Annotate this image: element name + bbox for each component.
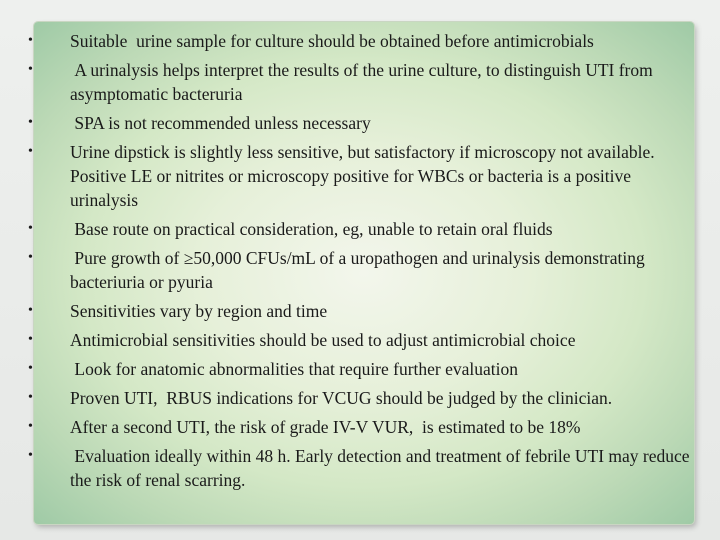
list-item xyxy=(28,444,703,492)
list-item xyxy=(28,328,703,352)
list-item xyxy=(28,415,703,439)
bullet-icon: • xyxy=(28,221,33,236)
list-item-text: Antimicrobial sensitivities should be used to adjust antimicrobial choice xyxy=(70,330,576,350)
list-item xyxy=(28,58,703,106)
list-item-text: Suitable urine sample for culture should be obtained before antimicrobials xyxy=(70,31,594,51)
bullet-icon: • xyxy=(28,332,33,347)
list-item-text: Proven UTI, RBUS indications for VCUG should be judged by the clinician. xyxy=(70,388,613,408)
bullet-icon: • xyxy=(28,115,33,130)
bullet-icon: • xyxy=(28,303,33,318)
list-item xyxy=(28,140,703,212)
list-item-text: After a second UTI, the risk of grade IV-V VUR, is estimated to be 18% xyxy=(70,417,581,437)
list-item-text: SPA is not recommended unless necessary xyxy=(70,113,371,133)
list-item xyxy=(28,299,703,323)
bullet-icon: • xyxy=(28,390,33,405)
bullet-icon: • xyxy=(28,419,33,434)
bullet-icon: • xyxy=(28,144,33,159)
list-item-text: Base route on practical consideration, eg, unable to retain oral fluids xyxy=(70,219,553,239)
bullet-list xyxy=(28,29,703,497)
list-item xyxy=(28,386,703,410)
list-item xyxy=(28,217,703,241)
list-item-text: A urinalysis helps interpret the results of the urine culture, to distinguish UTI from asymptomatic bacteruria xyxy=(70,60,658,104)
bullet-icon: • xyxy=(28,361,33,376)
list-item-text: Evaluation ideally within 48 h. Early detection and treatment of febrile UTI may reduce the risk of renal scarring. xyxy=(70,446,694,490)
list-item xyxy=(28,111,703,135)
list-item xyxy=(28,29,703,53)
list-item xyxy=(28,246,703,294)
list-item-text: Look for anatomic abnormalities that require further evaluation xyxy=(70,359,519,379)
list-item-text: Sensitivities vary by region and time xyxy=(70,301,328,321)
bullet-icon: • xyxy=(28,250,33,265)
bullet-icon: • xyxy=(28,33,33,48)
bullet-icon: • xyxy=(28,448,33,463)
bullet-icon: • xyxy=(28,62,33,77)
list-item xyxy=(28,357,703,381)
list-item-text: Urine dipstick is slightly less sensitive, but satisfactory if microscopy not available. Positive LE or nitrites or microscopy positive for WBCs or bacteria is a positive urinalysis xyxy=(70,142,660,210)
list-item-text: Pure growth of ≥50,000 CFUs/mL of a uropathogen and urinalysis demonstrating bacteriuria or pyuria xyxy=(70,248,650,292)
